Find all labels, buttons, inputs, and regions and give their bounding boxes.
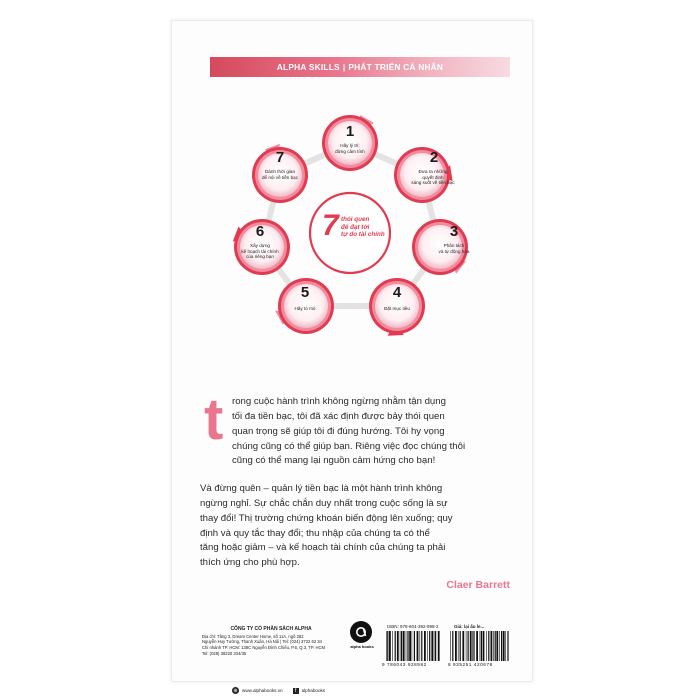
center-line-3: tự do tài chính (341, 231, 385, 239)
website-text: www.alphabooks.vn (242, 688, 283, 693)
isbn-barcode-number: 9 786043 928982 (382, 662, 427, 667)
facebook-text: alphabooks (301, 688, 326, 693)
paragraph-line: thích ứng cho phù hợp. (200, 557, 300, 569)
barcode-bar (503, 631, 505, 661)
habit-3-number: 3 (449, 223, 459, 240)
author-name: Claer Barrett (446, 579, 510, 591)
barcode-bar (406, 631, 407, 661)
habit-6-line-1: Xây dựng (250, 243, 270, 248)
drop-cap: t (204, 387, 224, 452)
price-label: Giá: lại ấu le... (454, 624, 485, 629)
habit-1-number: 1 (345, 123, 355, 140)
habit-5-text (281, 306, 329, 312)
barcode-bar (431, 631, 433, 661)
publisher-name: CÔNG TY CỔ PHẦN SÁCH ALPHA (230, 626, 312, 632)
intro-paragraph (232, 395, 510, 469)
barcode-bar (473, 631, 474, 661)
habit-7-text (256, 169, 304, 180)
center-number: 7 (322, 209, 339, 242)
logo-wordmark: alpha books (350, 644, 374, 649)
barcode-bar (409, 631, 411, 661)
barcode-bar (420, 631, 421, 661)
habit-4-number: 4 (392, 284, 402, 301)
alpha-books-logo (350, 621, 372, 643)
series-banner (210, 57, 510, 77)
habit-6-text (236, 243, 284, 260)
seven-habits-diagram (202, 91, 502, 361)
isbn-label: ISBN: 978-604-392-898-2 (387, 624, 439, 629)
barcode-bar (483, 631, 485, 661)
facebook-icon: f (293, 688, 299, 694)
habit-7-line-1: Dành thời gian (264, 169, 296, 174)
barcode-bar (424, 631, 426, 661)
publisher-info (202, 626, 340, 656)
barcode-bar (481, 631, 482, 661)
barcode-bar (389, 631, 391, 661)
barcode-bar (499, 631, 500, 661)
barcode-bar (480, 631, 481, 661)
intro-line: tối đa tiền bạc, tôi đã xác định được bảy thói quen (232, 410, 445, 422)
price-barcode (450, 631, 510, 661)
barcode-bar (386, 631, 387, 661)
barcode-bar (496, 631, 498, 661)
habit-1-text (326, 143, 374, 154)
barcode-bar (435, 631, 436, 661)
intro-line: chúng cũng có thể giúp bạn. Riêng việc đọc chúng thôi (232, 440, 466, 452)
barcode-bar (495, 631, 496, 661)
banner-separator: | (342, 62, 346, 72)
habit-7-number: 7 (275, 149, 285, 166)
barcode-bar (395, 631, 396, 661)
habit-2-line-1: Đưa ra những (418, 169, 448, 174)
barcode-bar (397, 631, 399, 661)
habit-1-line-2: đừng cảm tính (335, 148, 365, 154)
intro-line: quan trọng sẽ giúp tôi đi đúng hướng. Tôi hy vọng (232, 425, 445, 437)
habit-6-line-3: của riêng bạn (246, 254, 274, 260)
barcode-bar (392, 631, 393, 661)
paragraph-line: tăng hoặc giảm – và kế hoạch tài chính của chúng ta phải (200, 542, 446, 554)
barcode-bar (455, 631, 457, 661)
barcode-bar (468, 631, 469, 661)
habit-1-line-1: Hãy lý trí; (340, 143, 360, 148)
book-back-cover (171, 20, 533, 694)
barcode-bar (470, 631, 472, 661)
barcode-bar (486, 631, 487, 661)
habit-2-number: 2 (429, 149, 439, 166)
paragraph-line: định và quy tắc thay đổi; thu nhập của chúng ta có thể (200, 527, 430, 539)
barcode-bar (421, 631, 422, 661)
center-line-1: thói quen (341, 216, 370, 223)
alpha-logo-mark (354, 625, 368, 639)
habit-7-line-2: để nói về tiền bạc (261, 174, 298, 180)
intro-line: cũng có thể mang lại nguồn cảm hứng cho bạn! (232, 455, 436, 467)
barcode-bar (507, 631, 508, 661)
barcode-bar (452, 631, 453, 661)
paragraph-line: ngừng nghỉ. Sự chắc chắn duy nhất trong cuộc sống là sự (200, 497, 448, 509)
barcode-bar (501, 631, 502, 661)
barcode-bar (434, 631, 435, 661)
barcode-bar (417, 631, 419, 661)
barcode-bar (460, 631, 461, 661)
barcode-bar (493, 631, 494, 661)
habit-3-text (430, 243, 478, 254)
barcode-bar (462, 631, 464, 661)
price-barcode-number: 8 935251 420678 (448, 662, 493, 667)
habit-5-number: 5 (300, 284, 310, 301)
habit-3-line-1: Phân tách (443, 243, 465, 248)
habit-4-line-1: Đặt mục tiêu (384, 306, 410, 311)
second-paragraph (200, 482, 512, 571)
barcode-bar (450, 631, 451, 661)
intro-line: rong cuộc hành trình không ngừng nhằm tận dụng (232, 396, 446, 407)
center-line-2: để đạt tới (341, 223, 370, 231)
isbn-barcode (386, 631, 440, 661)
social-links (232, 687, 325, 694)
globe-icon: ⊕ (233, 687, 238, 694)
barcode-bar (407, 631, 408, 661)
barcode-bar (429, 631, 430, 661)
barcode-bar (466, 631, 467, 661)
habit-2-line-3: sáng suốt về tiền bạc (411, 180, 455, 186)
barcode-bar (458, 631, 459, 661)
publisher-address-line: Tel: (028) 38220 334/35 (202, 650, 247, 656)
barcode-bar (438, 631, 440, 661)
barcode-bar (412, 631, 413, 661)
publisher-address-line: Chi nhánh TP. HCM: 138C Nguyễn Đình Chiểu, P.6, Q.3, TP. HCM (202, 645, 325, 651)
habit-6-line-2: kế hoạch tài chính (241, 248, 279, 254)
center-title (341, 216, 385, 239)
paragraph-line: thay đổi! Thị trường chứng khoán biến động lên xuống; quy (200, 512, 453, 524)
barcode-bar (505, 631, 506, 661)
barcode-bar (401, 631, 402, 661)
barcode-bar (491, 631, 493, 661)
barcode-bar (427, 631, 428, 661)
series-name: ALPHA SKILLS (276, 62, 340, 72)
habit-5-line-1: Hãy tò mò (294, 306, 316, 311)
series-category: PHÁT TRIỂN CÁ NHÂN (348, 62, 444, 72)
barcode-bar (414, 631, 415, 661)
barcode-bar (472, 631, 473, 661)
barcode-bar (400, 631, 401, 661)
publisher-address-line: Địa chỉ: Tầng 3, Dream Center Home, số 11A, ngõ 282 (202, 633, 304, 639)
habit-4-text (373, 306, 421, 312)
barcode-bar (403, 631, 405, 661)
habit-2-text (409, 169, 457, 186)
habit-2-line-2: quyết định (422, 174, 444, 180)
publisher-address-line: Nguyễn Huy Tưởng, Thanh Xuân, Hà Nội | Tel: (024) 3722 62 34 (202, 639, 323, 645)
barcode-bar (488, 631, 489, 661)
barcode-bar (476, 631, 478, 661)
habit-3-line-2: và tự động hóa (438, 248, 470, 254)
habit-6-number: 6 (255, 223, 265, 240)
paragraph-line: Và đừng quên – quản lý tiền bạc là một hành trình không (200, 483, 443, 494)
barcode-bar (387, 631, 388, 661)
